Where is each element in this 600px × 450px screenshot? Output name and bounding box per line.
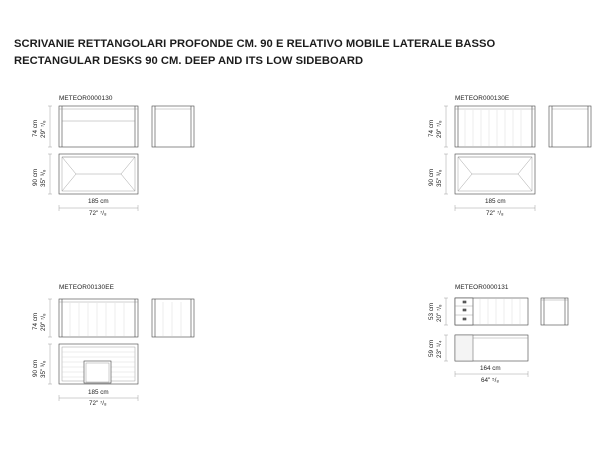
- depth-cm: 59 cm: [428, 339, 435, 357]
- depth-in: 35" ³/₈: [40, 169, 47, 187]
- product-code: METEOR0000131: [455, 284, 509, 291]
- depth-in: 35" ³/₈: [40, 360, 47, 378]
- product-code: METEOR00130EE: [59, 284, 114, 291]
- sideboard-drawing: [444, 298, 568, 377]
- height-in: 29" ⁷/₈: [40, 313, 47, 331]
- desk-1-drawing: [48, 106, 194, 211]
- width-cm: 185 cm: [485, 198, 506, 205]
- height-in: 20" ⁷/₈: [436, 304, 443, 322]
- width-cm: 185 cm: [88, 198, 109, 205]
- product-code: METEOR0000130: [59, 95, 113, 102]
- height-cm: 74 cm: [428, 119, 435, 137]
- height-in: 29" ⁷/₈: [40, 120, 47, 138]
- desk-3-drawing: [48, 299, 194, 401]
- width-cm: 185 cm: [88, 389, 109, 396]
- title-english: RECTANGULAR DESKS 90 CM. DEEP AND ITS LOW SIDEBOARD: [14, 55, 364, 67]
- width-in: 72" ⁷/₈: [486, 210, 504, 217]
- height-cm: 74 cm: [32, 312, 39, 330]
- depth-in: 35" ³/₈: [436, 169, 443, 187]
- depth-cm: 90 cm: [428, 168, 435, 186]
- depth-cm: 90 cm: [32, 359, 39, 377]
- height-cm: 74 cm: [32, 119, 39, 137]
- width-in: 72" ⁷/₈: [89, 400, 107, 407]
- product-code: METEOR000130E: [455, 95, 510, 102]
- width-cm: 164 cm: [480, 365, 501, 372]
- desk-2-drawing: [444, 106, 591, 211]
- height-in: 29" ⁷/₈: [436, 120, 443, 138]
- width-in: 64" ⁵/₈: [481, 377, 499, 384]
- width-in: 72" ⁷/₈: [89, 210, 107, 217]
- height-cm: 53 cm: [428, 302, 435, 320]
- title-italian: SCRIVANIE RETTANGOLARI PROFONDE CM. 90 E RELATIVO MOBILE LATERALE BASSO: [14, 38, 496, 50]
- depth-in: 23" ¹/₄: [436, 340, 443, 358]
- depth-cm: 90 cm: [32, 168, 39, 186]
